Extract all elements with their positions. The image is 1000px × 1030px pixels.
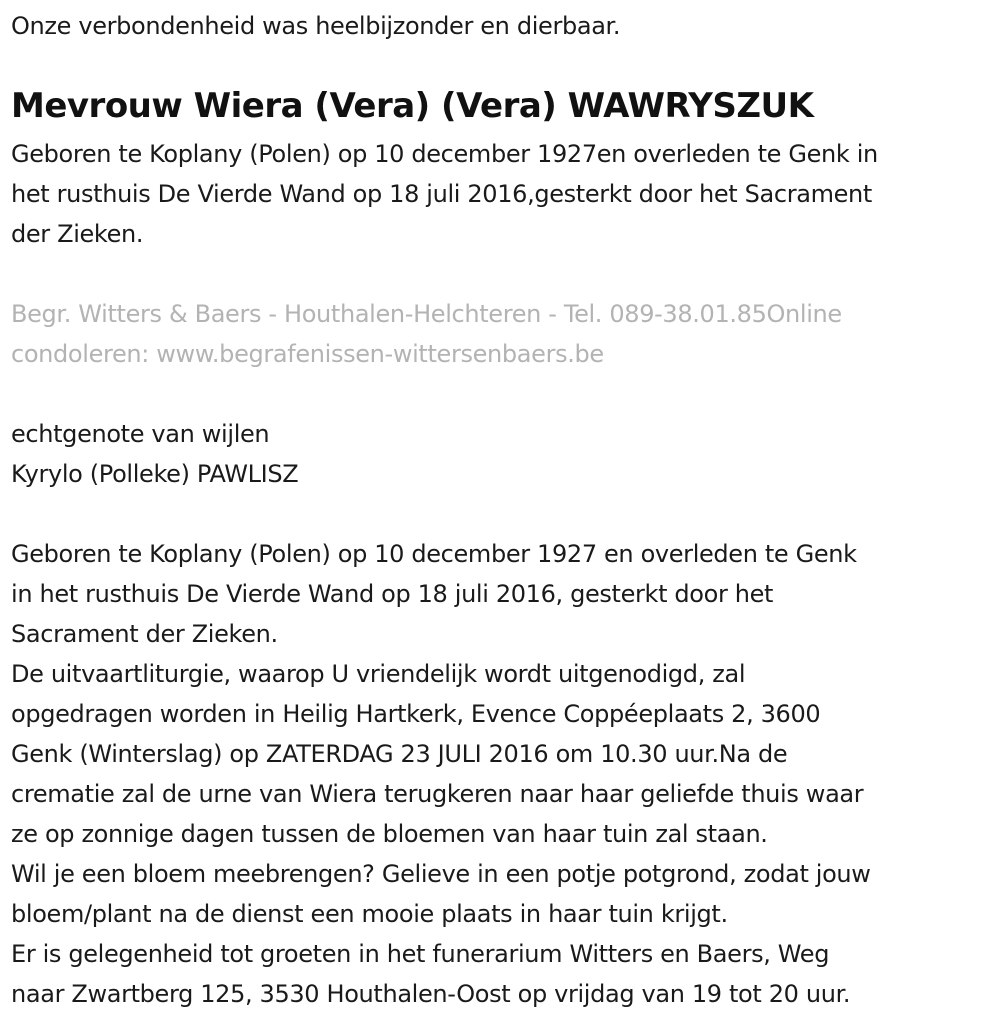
tagline: Onze verbondenheid was heelbijzonder en dierbaar. <box>11 12 621 40</box>
body-line: Genk (Winterslag) op ZATERDAG 23 JULI 2016 om 10.30 uur.Na de <box>11 740 788 768</box>
body-line: Geboren te Koplany (Polen) op 10 december 1927 en overleden te Genk <box>11 540 857 568</box>
body-line: De uitvaartliturgie, waarop U vriendelijk wordt uitgenodigd, zal <box>11 660 746 688</box>
body-line: Wil je een bloem meebrengen? Gelieve in een potje potgrond, zodat jouw <box>11 860 871 888</box>
funeral-home-line: Begr. Witters & Baers - Houthalen-Helchteren - Tel. 089-38.01.85Online <box>11 300 842 328</box>
funeral-home-info <box>11 294 842 374</box>
spouse-name: Kyrylo (Polleke) PAWLISZ <box>11 460 299 488</box>
intro-line: het rusthuis De Vierde Wand op 18 juli 2016,gesterkt door het Sacrament <box>11 180 872 208</box>
body-line: ze op zonnige dagen tussen de bloemen van haar tuin zal staan. <box>11 820 768 848</box>
body-text <box>11 534 871 1014</box>
body-line: opgedragen worden in Heilig Hartkerk, Evence Coppéeplaats 2, 3600 <box>11 700 821 728</box>
body-line: Sacrament der Zieken. <box>11 620 278 648</box>
body-line: in het rusthuis De Vierde Wand op 18 juli 2016, gesterkt door het <box>11 580 774 608</box>
intro-paragraph <box>11 134 878 254</box>
body-line: naar Zwartberg 125, 3530 Houthalen-Oost op vrijdag van 19 tot 20 uur. <box>11 980 851 1008</box>
funeral-home-line: condoleren: www.begrafenissen-wittersenbaers.be <box>11 340 604 368</box>
intro-line: der Zieken. <box>11 220 144 248</box>
spouse-info <box>11 414 298 494</box>
intro-line: Geboren te Koplany (Polen) op 10 december 1927en overleden te Genk in <box>11 140 878 168</box>
body-line: crematie zal de urne van Wiera terugkeren naar haar geliefde thuis waar <box>11 780 864 808</box>
spouse-line: echtgenote van wijlen <box>11 420 270 448</box>
body-line: bloem/plant na de dienst een mooie plaats in haar tuin krijgt. <box>11 900 728 928</box>
deceased-name: Mevrouw Wiera (Vera) (Vera) WAWRYSZUK <box>11 86 814 126</box>
body-line: Er is gelegenheid tot groeten in het funerarium Witters en Baers, Weg <box>11 940 830 968</box>
